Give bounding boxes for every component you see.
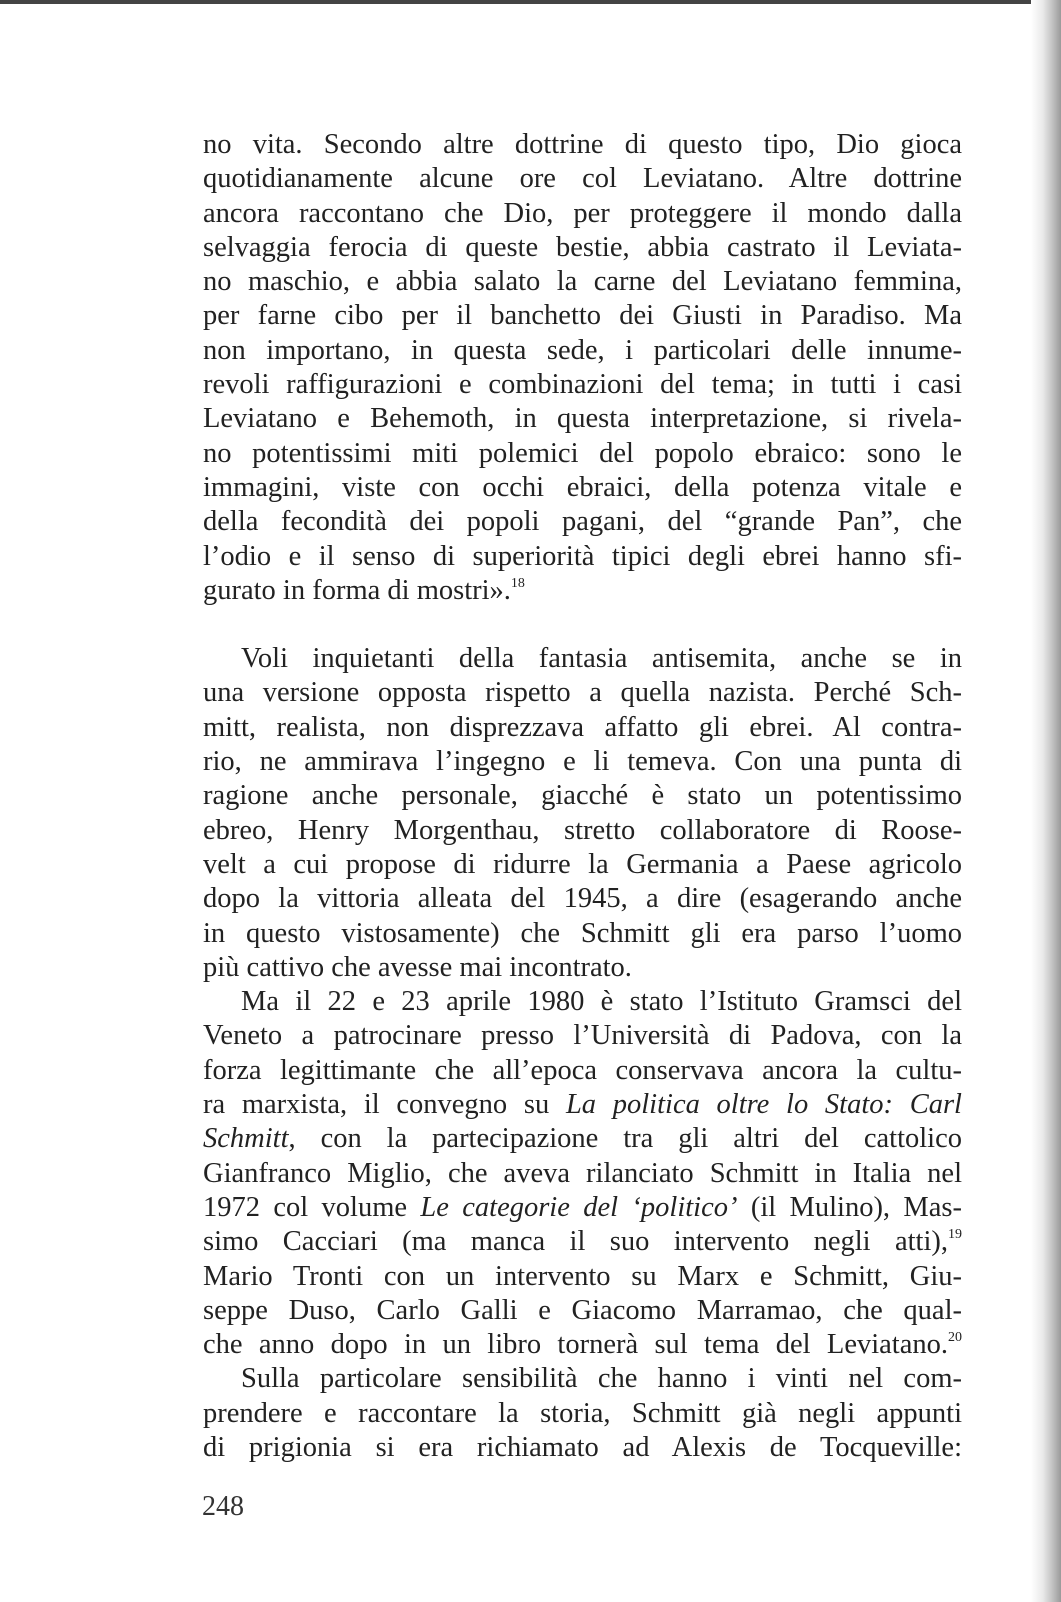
text-line bbox=[203, 574, 962, 608]
text-line: no vita. Secondo altre dottrine di questo tipo, Dio gioca bbox=[203, 129, 962, 160]
text-line: Mario Tronti con un intervento su Marx e Schmitt, Giu- bbox=[203, 1260, 962, 1292]
book-title: Schmitt bbox=[203, 1123, 289, 1155]
text-line-content: ra marxista, il convegno su bbox=[203, 1089, 566, 1121]
footnote-ref-18: 18 bbox=[510, 575, 525, 591]
text-line: revoli raffigurazioni e combinazioni del tema; in tutti i casi bbox=[203, 369, 962, 401]
text-line: Veneto a patrocinare presso l’Università di Padova, con la bbox=[203, 1020, 962, 1052]
text-line: Sulla particolare sensibilità che hanno i vinti nel com- bbox=[241, 1363, 962, 1395]
text-line: ancora raccontano che Dio, per proteggere il mondo dalla bbox=[203, 197, 962, 229]
text-line: no maschio, e abbia salato la carne del Leviatano femmina, bbox=[203, 266, 962, 298]
footnote-ref-20: 20 bbox=[948, 1330, 962, 1346]
text-line: no potentissimi miti polemici del popolo ebraico: sono le bbox=[203, 437, 962, 469]
text-line: dopo la vittoria alleata del 1945, a dire (esagerando anche bbox=[203, 883, 962, 915]
text-line-content: simo Cacciari (ma manca il suo intervento negli atti), bbox=[203, 1226, 948, 1258]
text-line: selvaggia ferocia di queste bestie, abbia castrato il Leviata- bbox=[203, 231, 962, 263]
text-line: Voli inquietanti della fantasia antisemita, anche se in bbox=[241, 643, 962, 675]
footnote-ref-19: 19 bbox=[948, 1227, 962, 1243]
text-line: immagini, viste con occhi ebraici, della potenza vitale e bbox=[203, 471, 962, 503]
text-line-content: 1972 col volume bbox=[203, 1191, 421, 1223]
text-line-content: , con la partecipazione tra gli altri del cattolico bbox=[288, 1123, 962, 1155]
text-line-content: gurato in forma di mostri». bbox=[203, 574, 511, 606]
text-line: prendere e raccontare la storia, Schmitt già negli appunti bbox=[203, 1397, 962, 1429]
text-line: rio, ne ammirava l’ingegno e li temeva. Con una punta di bbox=[203, 746, 962, 778]
text-line: una versione opposta rispetto a quella nazista. Perché Sch- bbox=[203, 677, 962, 709]
text-line: seppe Duso, Carlo Galli e Giacomo Marramao, che qual- bbox=[203, 1294, 962, 1326]
text-line: in questo vistosamente) che Schmitt gli era parso l’uomo bbox=[203, 917, 962, 949]
text-line: quotidianamente alcune ore col Leviatano. Altre dottrine bbox=[203, 163, 962, 195]
page-gutter-shadow bbox=[1031, 0, 1061, 1602]
text-line: più cattivo che avesse mai incontrato. bbox=[203, 951, 632, 983]
text-line: di prigionia si era richiamato ad Alexis de Tocqueville: bbox=[203, 1431, 962, 1463]
paragraph-tocqueville bbox=[203, 1362, 962, 1465]
text-line: l’odio e il senso di superiorità tipici degli ebrei hanno sfi- bbox=[203, 540, 962, 572]
paragraph-quote-end bbox=[203, 128, 962, 608]
body-text bbox=[203, 128, 962, 1465]
text-line-content: (il Mulino), Mas- bbox=[737, 1191, 962, 1223]
text-line-content: che anno dopo in un libro tornerà sul tema del Leviatano. bbox=[203, 1329, 948, 1361]
book-title: La politica oltre lo Stato: Carl bbox=[565, 1089, 962, 1121]
book-title: Le categorie del ‘politico’ bbox=[420, 1191, 738, 1223]
text-line: mitt, realista, non disprezzava affatto gli ebrei. Al contra- bbox=[203, 711, 962, 743]
paragraph-gap bbox=[203, 608, 962, 642]
paragraph-convegno-padova bbox=[203, 985, 962, 1362]
text-line: per farne cibo per il banchetto dei Giusti in Paradiso. Ma bbox=[203, 300, 962, 332]
text-line: forza legittimante che all’epoca conservava ancora la cultu- bbox=[203, 1054, 962, 1086]
text-line: Gianfranco Miglio, che aveva rilanciato Schmitt in Italia nel bbox=[203, 1157, 962, 1189]
text-line: ebreo, Henry Morgenthau, stretto collaboratore di Roose- bbox=[203, 814, 962, 846]
text-line bbox=[203, 1122, 962, 1156]
text-line: velt a cui propose di ridurre la Germania a Paese agricolo bbox=[203, 848, 962, 880]
text-line: Ma il 22 e 23 aprile 1980 è stato l’Istituto Gramsci del bbox=[241, 986, 962, 1018]
text-line bbox=[203, 1191, 962, 1225]
text-line bbox=[203, 1328, 962, 1362]
text-line bbox=[203, 1088, 962, 1122]
text-line: Leviatano e Behemoth, in questa interpretazione, si rivela- bbox=[203, 403, 962, 435]
page-number: 248 bbox=[202, 1491, 244, 1522]
top-rule bbox=[0, 0, 1040, 4]
text-line: ragione anche personale, giacché è stato un potentissimo bbox=[203, 780, 962, 812]
text-line bbox=[203, 1225, 962, 1259]
text-line: non importano, in questa sede, i particolari delle innume- bbox=[203, 334, 962, 366]
paragraph-voli-inquietanti bbox=[203, 642, 962, 985]
text-line: della fecondità dei popoli pagani, del “grande Pan”, che bbox=[203, 506, 962, 538]
